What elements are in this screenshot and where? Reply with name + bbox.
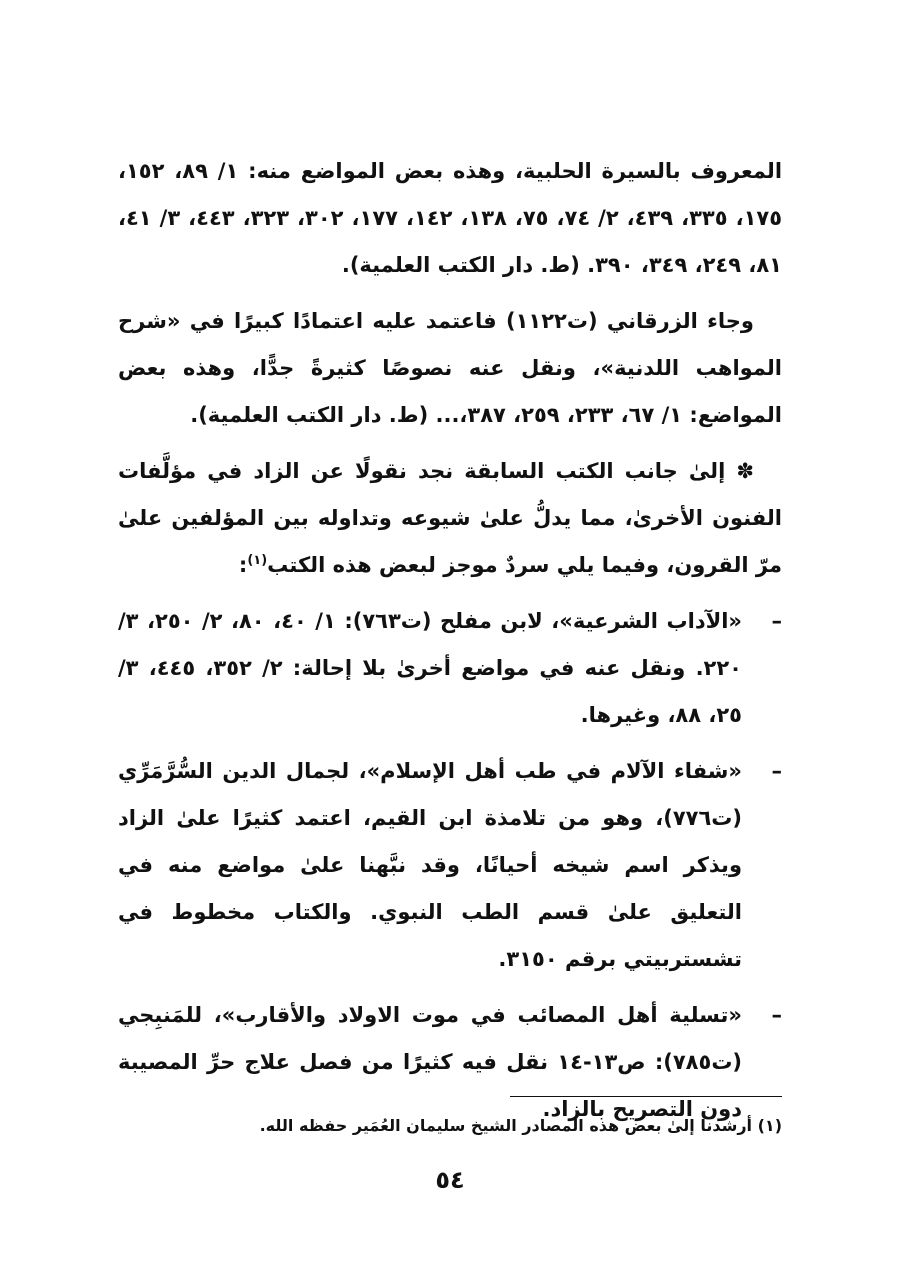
- list-item: [118, 748, 782, 983]
- list-item-text: «تسلية أهل المصائب في موت الاولاد والأقارب»، للمَنبِجي (ت٧٨٥): ص١٣-١٤ نقل فيه كثيرًا من فصل علاج حرِّ المصيبة دون التصريح بالزاد.: [118, 1003, 743, 1121]
- list-item-text: «شفاء الآلام في طب أهل الإسلام»، لجمال الدين السُّرَّمَرِّي (ت٧٧٦)، وهو من تلامذة ابن القيم، اعتمد كثيرًا علىٰ الزاد ويذكر اسم شيخه أحيانًا، وقد نبَّهنا علىٰ مواضع منه في التعليق علىٰ قسم الطب النبوي. والكتاب مخطوط في تشستربيتي برقم ٣١٥٠.: [118, 759, 742, 971]
- paragraph-zurqani: وجاء الزرقاني (ت١١٢٢) فاعتمد عليه اعتمادًا كبيرًا في «شرح المواهب اللدنية»، ونقل عنه نصوصًا كثيرةً جدًّا، وهذه بعض المواضع: ١/ ٦٧، ٢٣٣، ٢٥٩، ٣٨٧،... (ط. دار الكتب العلمية).: [118, 309, 782, 427]
- paragraph-hulabiyya: المعروف بالسيرة الحلبية، وهذه بعض المواضع منه: ١/ ٨٩، ١٥٢، ١٧٥، ٣٣٥، ٤٣٩، ٢/ ٧٤، ٧٥، ١٣٨، ١٤٢، ١٧٧، ٣٠٢، ٣٢٣، ٤٤٣، ٣/ ٤١، ٨١، ٢٤٩، ٣٤٩، ٣٩٠. (ط. دار الكتب العلمية).: [118, 159, 783, 277]
- list-item: [118, 598, 782, 739]
- paragraph-other-books-text: ✽ إلىٰ جانب الكتب السابقة نجد نقولًا عن الزاد في مؤلَّفات الفنون الأخرىٰ، مما يدلُّ علىٰ شيوعه وتداوله بين المؤلفين علىٰ مرّ القرون، وفيما يلي سردٌ موجز لبعض هذه الكتب: [118, 459, 782, 577]
- footnote-divider: [510, 1096, 782, 1097]
- dash-bullet-icon: –: [771, 1003, 782, 1027]
- paragraph-other-books: [118, 448, 782, 589]
- list-item-text: «الآداب الشرعية»، لابن مفلح (ت٧٦٣): ١/ ٤٠، ٨٠، ٢/ ٢٥٠، ٣/ ٢٢٠. ونقل عنه في مواضع أخرىٰ بلا إحالة: ٢/ ٣٥٢، ٤٤٥، ٣/ ٢٥، ٨٨، وغيرها.: [118, 609, 742, 727]
- page-number: ٥٤: [435, 1166, 465, 1194]
- paragraph-colon: :: [238, 553, 248, 577]
- dash-bullet-icon: –: [771, 759, 782, 783]
- dash-bullet-icon: –: [771, 609, 782, 633]
- footnote-reference[interactable]: (١): [247, 553, 268, 568]
- footnote: (١) أرشدنا إلىٰ بعض هذه المصادر الشيخ سليمان العُمَير حفظه الله.: [259, 1116, 782, 1135]
- page-body: [118, 148, 782, 1142]
